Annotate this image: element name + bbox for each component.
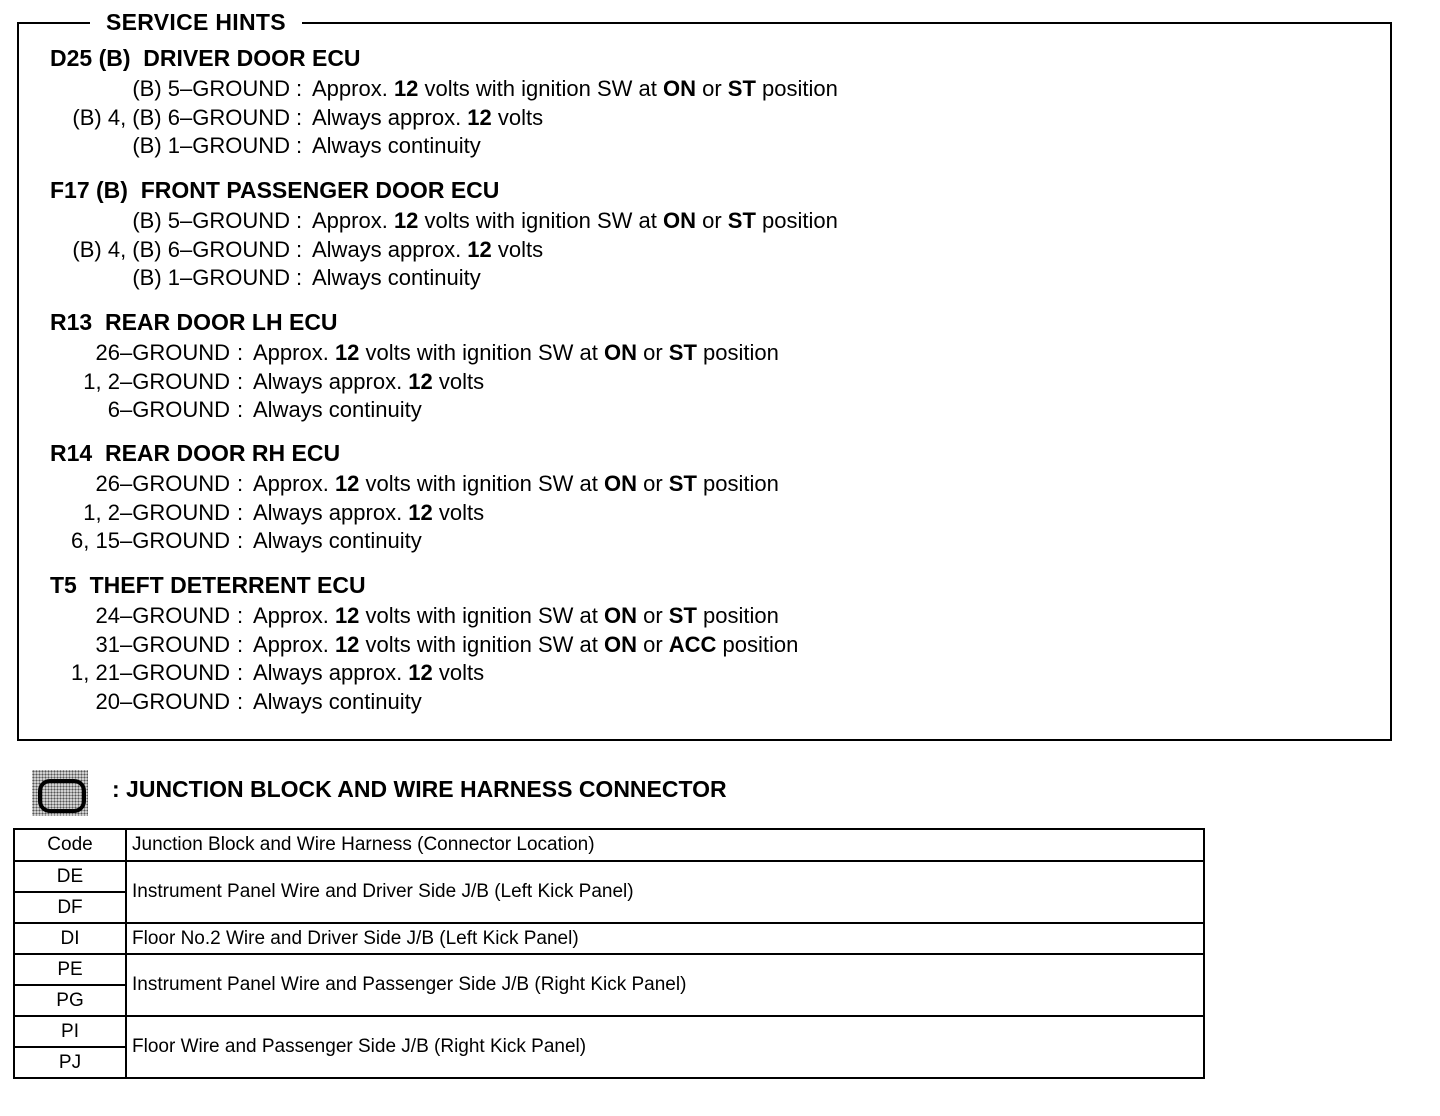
pin-label: 31–GROUND: [95, 631, 230, 657]
desc-segment: volts: [491, 236, 544, 262]
desc-bold-segment: 12: [393, 76, 419, 101]
table-header-row: [14, 829, 1204, 861]
section-heading: R13 REAR DOOR LH ECU: [50, 309, 338, 335]
hint-row: [50, 75, 838, 104]
desc-segment: or: [636, 631, 669, 657]
pin-label: 6, 15–GROUND: [71, 528, 230, 554]
hint-desc: [312, 264, 481, 293]
desc-segment: volts with ignition SW at: [359, 631, 604, 657]
location-cell: Instrument Panel Wire and Passenger Side J/B (Right Kick Panel): [126, 954, 1204, 1016]
hint-row: [50, 104, 544, 133]
desc-bold-segment: 12: [334, 631, 360, 657]
desc-segment: Approx.: [253, 631, 335, 657]
hint-row: [50, 368, 485, 397]
desc-segment: volts: [491, 104, 544, 130]
hint-row: [50, 659, 485, 688]
code-cell: PI: [14, 1016, 126, 1047]
desc-segment: Approx.: [312, 76, 394, 101]
desc-segment: position: [696, 471, 779, 496]
pin-label: (B) 5–GROUND: [132, 208, 290, 233]
colon: :: [296, 104, 303, 130]
table-row: [14, 861, 1204, 892]
hint-desc: [253, 499, 484, 528]
hint-section-f17: [50, 176, 838, 293]
desc-segment: Always continuity: [253, 528, 422, 554]
desc-segment: volts with ignition SW at: [418, 76, 663, 101]
hint-row: [50, 602, 779, 631]
hint-desc: [253, 688, 422, 717]
colon: :: [237, 631, 244, 657]
desc-bold-segment: ON: [603, 631, 637, 657]
desc-bold-segment: ON: [662, 76, 696, 101]
colon: :: [237, 368, 244, 394]
code-cell: DF: [14, 892, 126, 923]
table-row: [14, 1016, 1204, 1047]
hint-row: [50, 236, 544, 265]
colon: :: [296, 236, 303, 262]
hint-desc: [253, 339, 779, 368]
hint-row: [50, 207, 838, 236]
section-heading: T5 THEFT DETERRENT ECU: [50, 572, 366, 598]
pin-label: 1, 21–GROUND: [71, 660, 230, 686]
hint-row: [50, 631, 799, 660]
colon: :: [237, 471, 244, 496]
desc-segment: volts with ignition SW at: [359, 471, 604, 496]
hint-row: [50, 688, 422, 717]
desc-segment: Always approx.: [253, 368, 409, 394]
desc-segment: Approx.: [312, 208, 394, 233]
colon: :: [237, 660, 244, 686]
desc-bold-segment: 12: [408, 368, 433, 394]
hint-desc: [253, 527, 422, 556]
desc-segment: volts with ignition SW at: [359, 603, 604, 628]
pin-label: 20–GROUND: [95, 689, 230, 715]
junction-connector-icon: [32, 770, 88, 816]
desc-segment: position: [755, 208, 838, 233]
desc-segment: or: [695, 76, 728, 101]
desc-segment: volts: [432, 499, 485, 525]
colon: :: [237, 397, 244, 423]
desc-bold-segment: 12: [408, 660, 433, 686]
section-heading: R14 REAR DOOR RH ECU: [50, 440, 341, 466]
desc-segment: or: [636, 603, 669, 628]
hint-section-d25: [50, 44, 838, 161]
hint-row: [50, 527, 422, 556]
section-heading: F17 (B) FRONT PASSENGER DOOR ECU: [50, 177, 500, 203]
desc-bold-segment: ON: [662, 208, 696, 233]
pin-label: (B) 5–GROUND: [132, 76, 290, 101]
desc-bold-segment: ACC: [668, 631, 717, 657]
hint-desc: [253, 396, 422, 425]
hint-desc: [253, 368, 484, 397]
location-cell: Floor No.2 Wire and Driver Side J/B (Left Kick Panel): [126, 923, 1204, 954]
desc-segment: Always approx.: [253, 499, 409, 525]
desc-segment: or: [636, 471, 669, 496]
code-cell: DI: [14, 923, 126, 954]
hint-section-r13: [50, 308, 779, 425]
hint-row: [50, 264, 499, 293]
desc-segment: Always approx.: [312, 104, 468, 130]
code-cell: PE: [14, 954, 126, 985]
hint-row: [50, 132, 481, 161]
pin-label: 1, 2–GROUND: [83, 499, 230, 525]
desc-bold-segment: 12: [467, 236, 492, 262]
hint-desc: [312, 207, 838, 236]
desc-bold-segment: ON: [603, 471, 637, 496]
desc-segment: volts: [432, 660, 485, 686]
hint-section-t5: [50, 571, 799, 717]
hint-desc: [253, 602, 779, 631]
hint-desc: [253, 631, 798, 660]
hint-desc: [253, 470, 779, 499]
location-cell: Instrument Panel Wire and Driver Side J/B (Left Kick Panel): [126, 861, 1204, 923]
table-row: [14, 954, 1204, 985]
desc-bold-segment: 12: [334, 340, 360, 365]
pin-label: 26–GROUND: [95, 471, 230, 496]
desc-segment: volts with ignition SW at: [359, 340, 604, 365]
desc-segment: or: [695, 208, 728, 233]
desc-segment: Always approx.: [253, 660, 409, 686]
desc-segment: position: [696, 340, 779, 365]
pin-label: (B) 4, (B) 6–GROUND: [72, 236, 290, 262]
colon: :: [296, 208, 303, 233]
hint-desc: [312, 132, 481, 161]
section-heading: D25 (B) DRIVER DOOR ECU: [50, 45, 361, 71]
desc-segment: Always continuity: [312, 265, 481, 291]
colon: :: [237, 603, 244, 628]
desc-segment: Approx.: [253, 340, 335, 365]
desc-segment: Always continuity: [253, 689, 422, 715]
desc-bold-segment: 12: [334, 471, 360, 496]
pin-label: 24–GROUND: [95, 603, 230, 628]
desc-bold-segment: ON: [603, 340, 637, 365]
desc-segment: Approx.: [253, 603, 335, 628]
desc-segment: volts: [432, 368, 485, 394]
desc-segment: or: [636, 340, 669, 365]
desc-segment: volts with ignition SW at: [418, 208, 663, 233]
colon: :: [296, 133, 303, 159]
pin-label: (B) 1–GROUND: [132, 133, 290, 159]
hint-desc: [253, 659, 484, 688]
desc-segment: Always continuity: [253, 397, 422, 423]
header-location: Junction Block and Wire Harness (Connector Location): [126, 829, 1204, 861]
hint-row: [50, 470, 779, 499]
desc-bold-segment: ST: [668, 471, 697, 496]
colon: :: [296, 265, 303, 291]
location-cell: Floor Wire and Passenger Side J/B (Right Kick Panel): [126, 1016, 1204, 1078]
colon: :: [296, 76, 303, 101]
code-cell: PG: [14, 985, 126, 1016]
colon: :: [237, 689, 244, 715]
connector-ring: [38, 779, 86, 813]
desc-bold-segment: 12: [408, 499, 433, 525]
junction-legend-label: : JUNCTION BLOCK AND WIRE HARNESS CONNECTOR: [112, 776, 727, 802]
junction-table: [13, 828, 1205, 1079]
pin-label: (B) 1–GROUND: [132, 265, 290, 291]
hint-desc: [312, 236, 543, 265]
desc-segment: position: [755, 76, 838, 101]
table-row: [14, 923, 1204, 954]
desc-bold-segment: 12: [393, 208, 419, 233]
desc-segment: Always approx.: [312, 236, 468, 262]
code-cell: DE: [14, 861, 126, 892]
hint-row: [50, 499, 485, 528]
pin-label: 6–GROUND: [107, 397, 230, 423]
desc-bold-segment: ST: [727, 76, 756, 101]
desc-segment: Approx.: [253, 471, 335, 496]
service-hints-title: SERVICE HINTS: [90, 8, 302, 36]
code-cell: PJ: [14, 1047, 126, 1078]
desc-bold-segment: 12: [334, 603, 360, 628]
desc-bold-segment: ON: [603, 603, 637, 628]
desc-bold-segment: 12: [467, 104, 492, 130]
desc-bold-segment: ST: [668, 603, 697, 628]
desc-segment: position: [716, 631, 799, 657]
pin-label: (B) 4, (B) 6–GROUND: [72, 104, 290, 130]
hint-desc: [312, 104, 543, 133]
pin-label: 26–GROUND: [95, 340, 230, 365]
hint-desc: [312, 75, 838, 104]
colon: :: [237, 499, 244, 525]
desc-segment: Always continuity: [312, 133, 481, 159]
hint-row: [50, 339, 779, 368]
hint-section-r14: [50, 439, 779, 556]
colon: :: [237, 528, 244, 554]
pin-label: 1, 2–GROUND: [83, 368, 230, 394]
desc-bold-segment: ST: [727, 208, 756, 233]
header-code: Code: [14, 829, 126, 861]
desc-segment: position: [696, 603, 779, 628]
hint-row: [50, 396, 422, 425]
desc-bold-segment: ST: [668, 340, 697, 365]
colon: :: [237, 340, 244, 365]
